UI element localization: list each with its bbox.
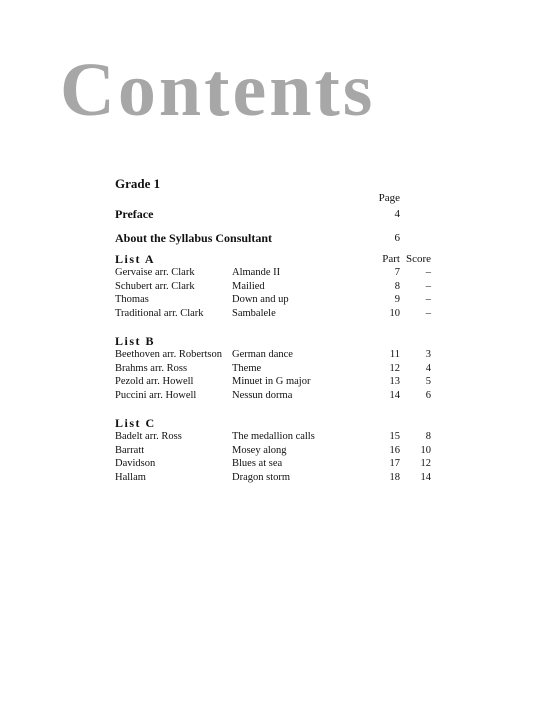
list-c-table (115, 430, 431, 484)
score-column-header: Score (405, 253, 431, 265)
part-page: 10 (389, 307, 400, 319)
score-page: 4 (425, 362, 431, 374)
composer: Badelt arr. Ross (115, 431, 182, 442)
table-row[interactable] (115, 266, 431, 280)
piece-title: Almande II (232, 267, 281, 278)
composer: Schubert arr. Clark (115, 280, 195, 292)
composer: Traditional arr. Clark (115, 307, 204, 319)
entry-label: About the Syllabus Consultant (115, 231, 273, 245)
table-row[interactable] (115, 471, 431, 485)
toc-entry-preface[interactable] (115, 207, 400, 222)
entry-page-number: 6 (394, 232, 400, 244)
part-page: 9 (394, 294, 400, 306)
score-page: 14 (420, 471, 431, 483)
score-page: 10 (420, 444, 431, 456)
composer: Thomas (115, 294, 149, 306)
table-row[interactable] (115, 430, 431, 444)
piece-title: German dance (232, 349, 293, 360)
piece-title: Sambalele (232, 307, 276, 319)
score-page: – (425, 267, 431, 278)
toc-entry-syllabus-consultant[interactable] (115, 231, 400, 246)
score-page: – (425, 307, 431, 319)
piece-title: Down and up (232, 294, 289, 306)
score-page: 6 (425, 389, 431, 401)
table-row[interactable] (115, 280, 431, 294)
table-row[interactable] (115, 375, 431, 389)
table-row[interactable] (115, 307, 431, 321)
table-row[interactable] (115, 362, 431, 376)
list-name: List A (115, 252, 156, 266)
part-page: 7 (394, 267, 400, 278)
list-b-table (115, 348, 431, 402)
score-page: 12 (420, 458, 431, 470)
list-a-table (115, 266, 431, 320)
part-page: 17 (389, 458, 400, 470)
table-row[interactable] (115, 348, 431, 362)
composer: Pezold arr. Howell (115, 376, 194, 388)
list-name: List C (115, 416, 156, 430)
part-page: 12 (389, 362, 400, 374)
grade-heading: Grade 1 (115, 176, 161, 191)
part-page: 11 (389, 349, 400, 360)
piece-title: Dragon storm (232, 471, 291, 483)
piece-title: Mailied (232, 280, 265, 292)
part-page: 16 (389, 444, 400, 456)
score-page: – (425, 294, 431, 306)
piece-title: Blues at sea (232, 458, 283, 470)
entry-page-number: 4 (394, 208, 400, 220)
list-name: List B (115, 334, 156, 348)
table-row[interactable] (115, 457, 431, 471)
entry-label: Preface (115, 207, 154, 221)
page-title: Contents (60, 48, 376, 132)
table-row[interactable] (115, 389, 431, 403)
part-page: 15 (389, 431, 400, 442)
piece-title: Theme (232, 362, 262, 374)
score-page: 3 (425, 349, 431, 360)
part-page: 13 (389, 376, 400, 388)
piece-title: Minuet in G major (232, 376, 311, 388)
composer: Brahms arr. Ross (115, 362, 188, 374)
part-column-header: Part (382, 253, 400, 265)
table-row[interactable] (115, 444, 431, 458)
composer: Hallam (115, 471, 146, 483)
composer: Davidson (115, 458, 156, 470)
part-page: 18 (389, 471, 400, 483)
piece-title: Nessun dorma (232, 389, 293, 401)
list-b-heading (115, 334, 431, 349)
composer: Beethoven arr. Robertson (115, 349, 223, 360)
composer: Gervaise arr. Clark (115, 267, 195, 278)
composer: Barratt (115, 444, 145, 456)
part-page: 14 (389, 389, 400, 401)
score-page: 5 (425, 376, 431, 388)
composer: Puccini arr. Howell (115, 389, 197, 401)
piece-title: The medallion calls (232, 431, 315, 442)
table-row[interactable] (115, 293, 431, 307)
score-page: – (425, 280, 431, 292)
list-c-heading (115, 416, 431, 431)
score-page: 8 (425, 431, 431, 442)
part-page: 8 (394, 280, 400, 292)
piece-title: Mosey along (232, 444, 287, 456)
list-a-heading (115, 252, 431, 267)
page-column-header: Page (378, 192, 400, 204)
